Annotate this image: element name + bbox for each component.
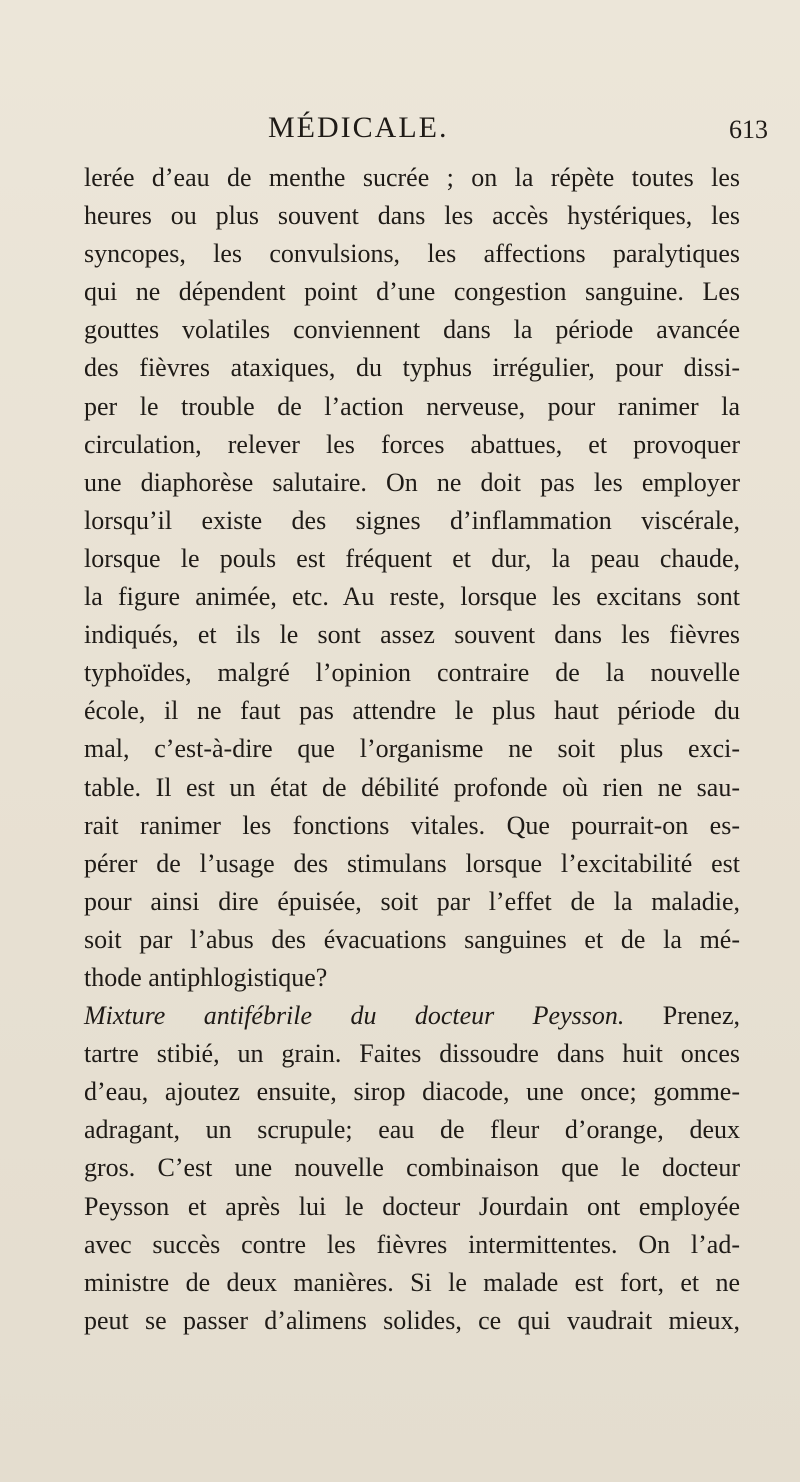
text-line: une diaphorèse salutaire. On ne doit pas les employer xyxy=(84,467,740,497)
text-line: typhoïdes, malgré l’opinion contraire de la nouvelle xyxy=(84,658,740,688)
formula-title: Mixture antifébrile du docteur Peysson. xyxy=(84,1001,625,1031)
body-text xyxy=(84,159,740,1340)
text-line: rait ranimer les fonctions vitales. Que pourrait-on es- xyxy=(84,810,740,840)
text-line: circulation, relever les forces abattues, et provoquer xyxy=(84,429,740,459)
text-line: syncopes, les convulsions, les affections paralytiques xyxy=(84,239,740,269)
text-line: soit par l’abus des évacuations sanguines et de la mé- xyxy=(84,924,740,954)
text-line: peut se passer d’alimens solides, ce qui vaudrait mieux, xyxy=(84,1305,740,1335)
text-line: ministre de deux manières. Si le malade est fort, et ne xyxy=(84,1267,740,1297)
text-line: pour ainsi dire épuisée, soit par l’effet de la maladie, xyxy=(84,886,740,916)
text-line: gouttes volatiles conviennent dans la période avancée xyxy=(84,315,740,345)
text-line: adragant, un scrupule; eau de fleur d’orange, deux xyxy=(84,1115,740,1145)
text-line: per le trouble de l’action nerveuse, pour ranimer la xyxy=(84,391,740,421)
text-line: heures ou plus souvent dans les accès hystériques, les xyxy=(84,201,740,231)
text-line: thode antiphlogistique? xyxy=(84,962,328,992)
text-line: gros. C’est une nouvelle combinaison que le docteur xyxy=(84,1153,740,1183)
text-line: lerée d’eau de menthe sucrée ; on la répète toutes les xyxy=(84,163,740,192)
running-title: MÉDICALE. xyxy=(268,111,449,144)
text-line: lorsque le pouls est fréquent et dur, la peau chaude, xyxy=(84,543,740,573)
text-line: indiqués, et ils le sont assez souvent dans les fièvres xyxy=(84,620,740,650)
text-line: lorsqu’il existe des signes d’inflammation viscérale, xyxy=(84,505,740,535)
text-line: pérer de l’usage des stimulans lorsque l’excitabilité est xyxy=(84,848,740,878)
page-number: 613 xyxy=(729,115,768,144)
text-line: table. Il est un état de débilité profonde où rien ne sau- xyxy=(84,772,740,802)
formula-heading-rest: Prenez, xyxy=(624,1001,740,1031)
page-header xyxy=(0,108,800,148)
text-line: Peysson et après lui le docteur Jourdain ont employée xyxy=(84,1191,740,1221)
text-line: qui ne dépendent point d’une congestion sanguine. Les xyxy=(84,277,740,307)
text-line: mal, c’est-à-dire que l’organisme ne soit plus exci- xyxy=(84,734,740,764)
text-line: avec succès contre les fièvres intermittentes. On l’ad- xyxy=(84,1229,740,1259)
formula-heading-line xyxy=(84,997,740,1035)
text-line: d’eau, ajoutez ensuite, sirop diacode, une once; gomme- xyxy=(84,1077,740,1107)
text-line: la figure animée, etc. Au reste, lorsque les excitans sont xyxy=(84,582,740,612)
text-line: des fièvres ataxiques, du typhus irrégulier, pour dissi- xyxy=(84,353,740,383)
text-line: tartre stibié, un grain. Faites dissoudre dans huit onces xyxy=(84,1039,740,1069)
text-line: école, il ne faut pas attendre le plus haut période du xyxy=(84,696,740,726)
